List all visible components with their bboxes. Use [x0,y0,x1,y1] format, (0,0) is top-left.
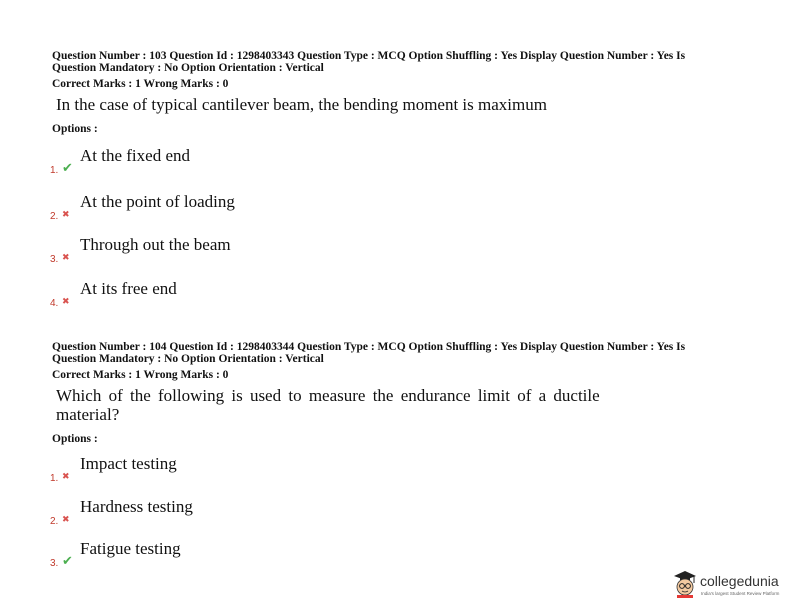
question-meta [52,341,742,365]
option-number: 1. [50,165,59,176]
option-text: Impact testing [80,454,177,473]
cross-icon: ✖ [62,296,70,306]
option-number: 2. [50,211,59,222]
logo-tagline: India's largest Student Review Platform [701,591,780,596]
option-item[interactable] [52,454,452,484]
option-number: 1. [50,473,59,484]
option-number: 2. [50,516,59,527]
option-number: 3. [50,254,59,265]
option-item[interactable] [52,235,452,265]
question-marks: Correct Marks : 1 Wrong Marks : 0 [52,78,229,90]
question-text-line2: material? [56,405,120,424]
options-list-104 [52,450,742,570]
option-text: Fatigue testing [80,539,181,558]
question-text [56,386,742,424]
question-marks: Correct Marks : 1 Wrong Marks : 0 [52,369,229,381]
question-block-104 [52,341,742,445]
question-text: In the case of typical cantilever beam, the bending moment is maximum [56,95,547,114]
options-label: Options : [52,433,98,445]
cross-icon: ✖ [62,209,70,219]
collegedunia-logo [672,568,787,602]
options-label: Options : [52,123,98,135]
option-item[interactable] [52,279,452,309]
question-meta-line2: Question Mandatory : No Option Orientation : Vertical [52,353,324,365]
student-mascot-icon [672,570,698,598]
cross-icon: ✖ [62,252,70,262]
option-item[interactable] [52,497,452,527]
question-block-103 [52,50,742,135]
option-text: At the point of loading [80,192,235,211]
option-text: At the fixed end [80,146,190,165]
options-list-103 [52,140,742,310]
question-meta-line1: Question Number : 104 Question Id : 1298403344 Question Type : MCQ Option Shuffling : Yes Display Question Number : Yes Is [52,341,686,353]
option-text: Hardness testing [80,497,193,516]
check-icon: ✔ [62,553,73,568]
option-item[interactable] [52,146,452,176]
option-text: Through out the beam [80,235,231,254]
question-text-line1: Which of the following is used to measure the endurance limit of a ductile [56,386,600,405]
option-number: 4. [50,298,59,309]
option-text: At its free end [80,279,177,298]
logo-brand: collegedunia [700,573,779,589]
question-meta-line1: Question Number : 103 Question Id : 1298403343 Question Type : MCQ Option Shuffling : Yes Display Question Number : Yes Is [52,50,686,62]
cross-icon: ✖ [62,471,70,481]
cross-icon: ✖ [62,514,70,524]
option-number: 3. [50,558,59,569]
question-meta [52,50,742,74]
option-item[interactable] [52,192,452,222]
question-meta-line2: Question Mandatory : No Option Orientation : Vertical [52,62,324,74]
check-icon: ✔ [62,160,73,175]
option-item[interactable] [52,539,452,569]
